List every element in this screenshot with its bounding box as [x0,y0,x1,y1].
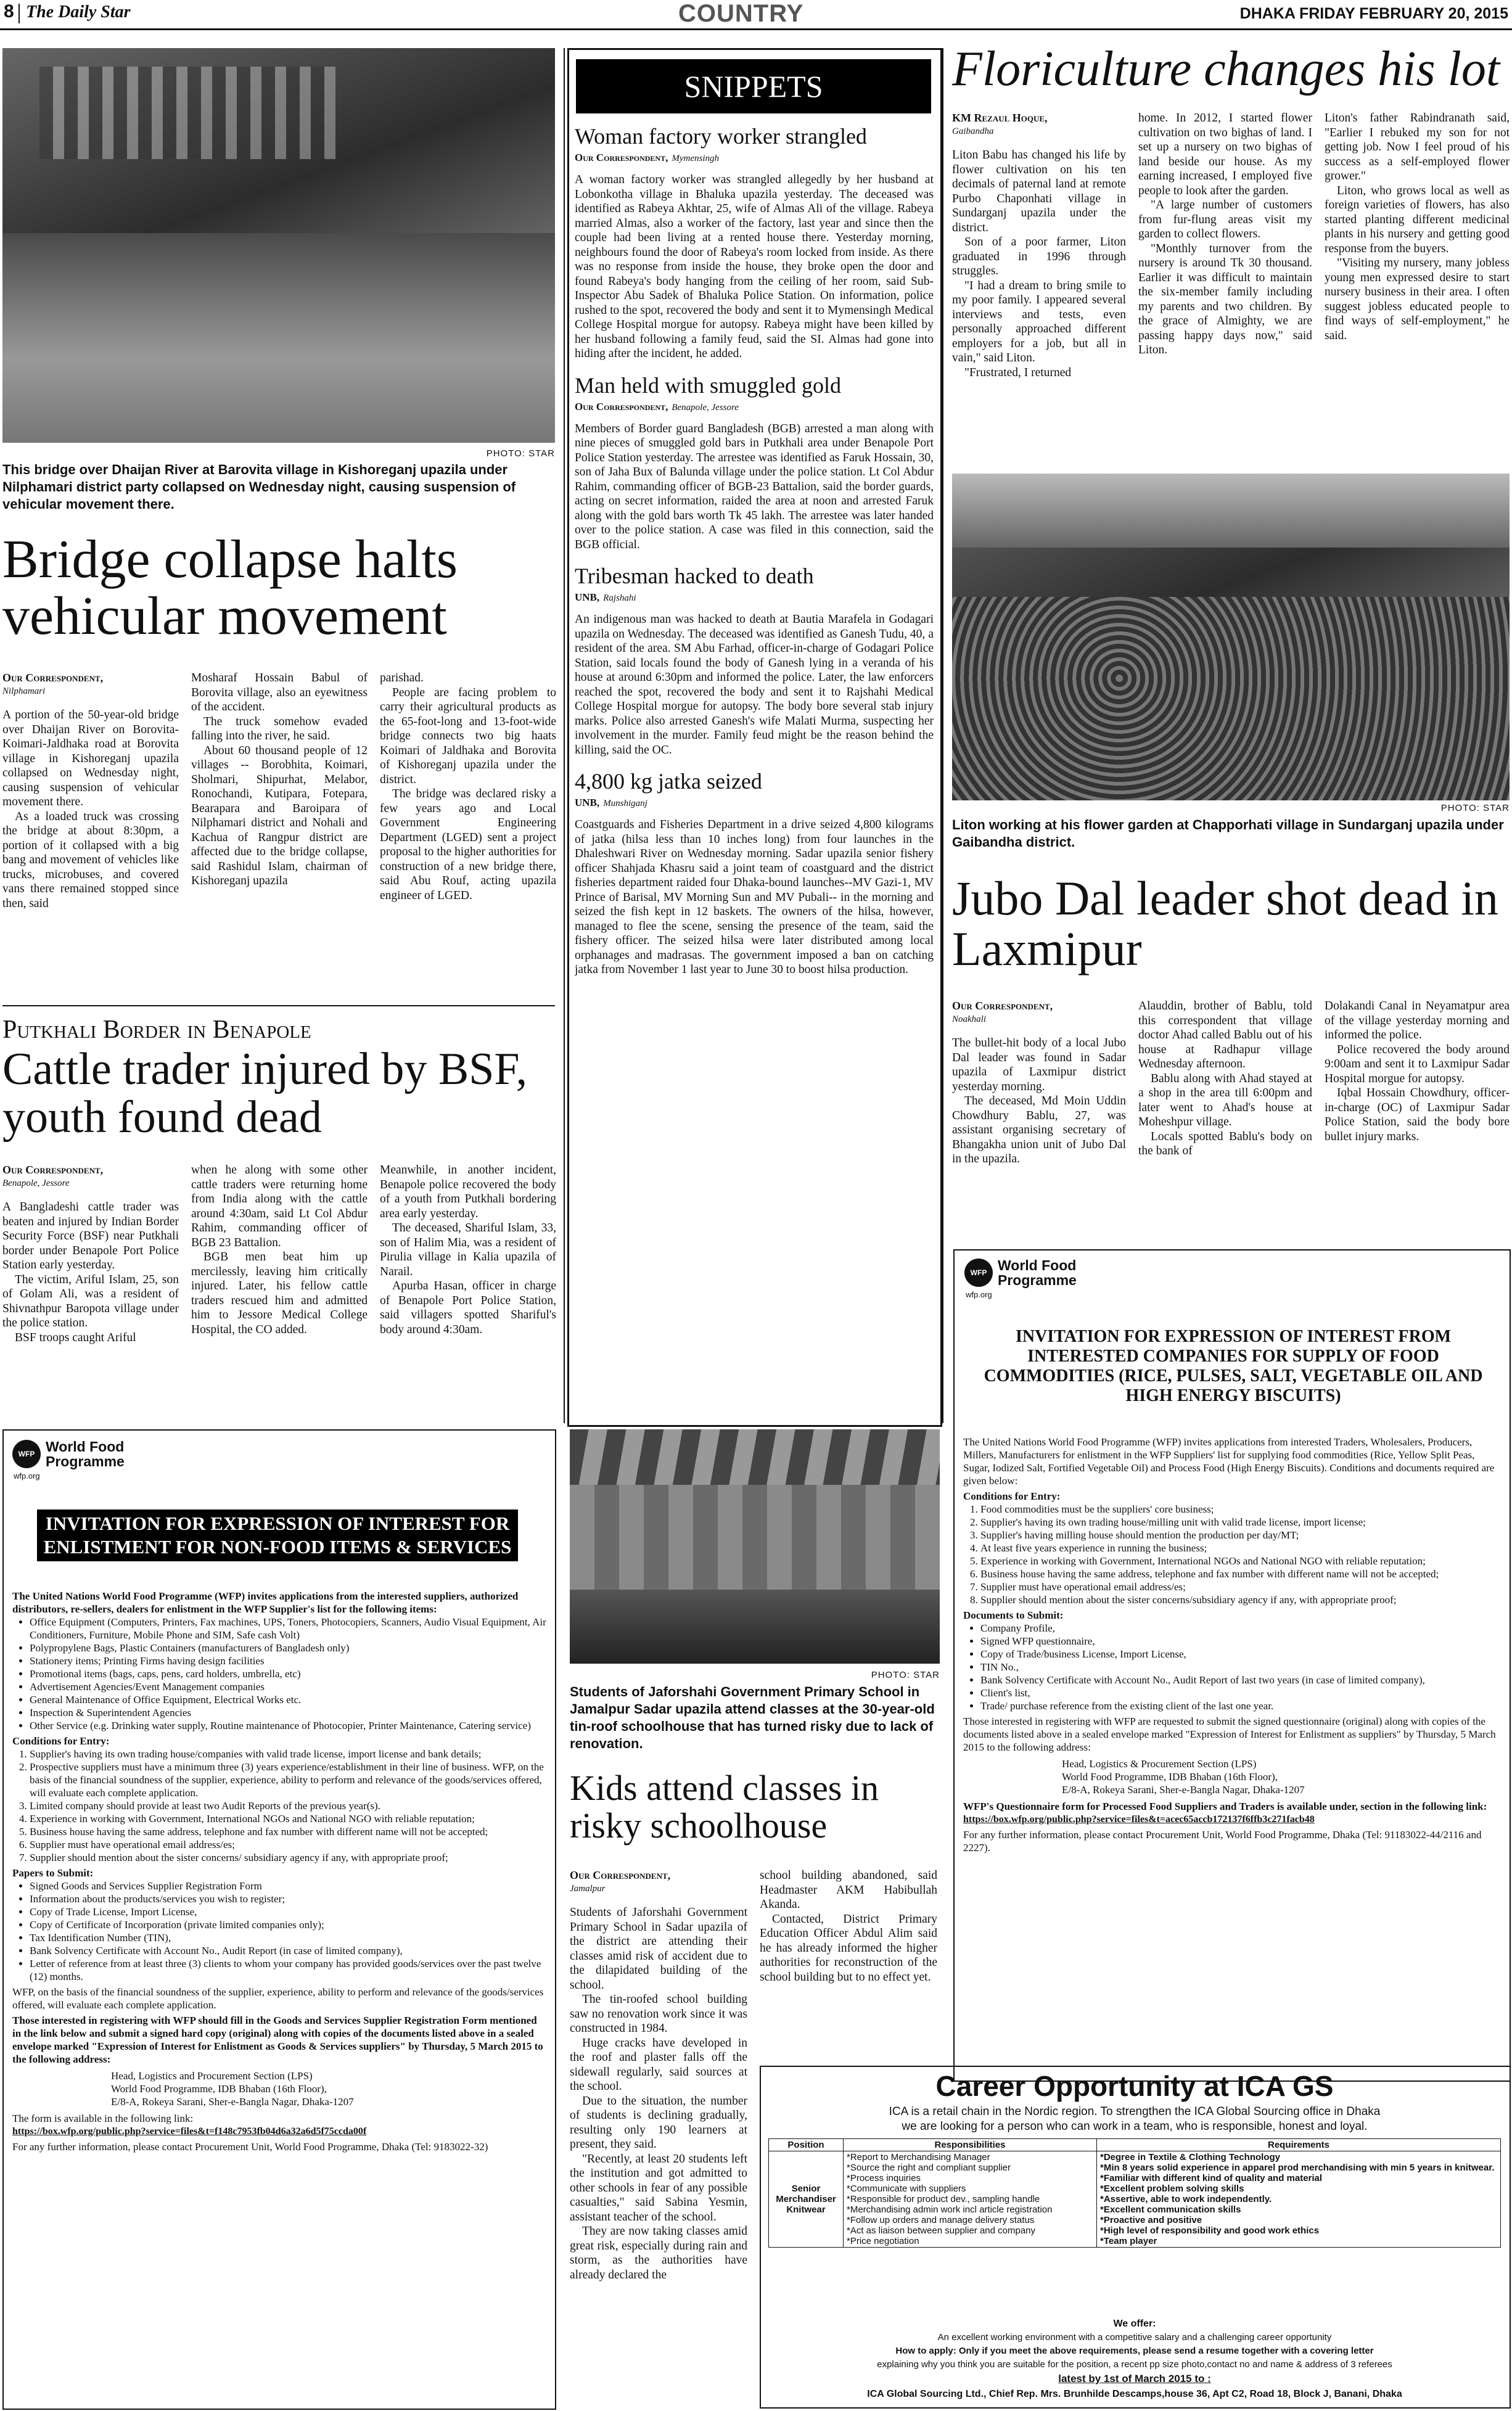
snippet-byline: UNB, Munshiganj [575,797,647,808]
school-col-2: school building abandoned, said Headmaster AKM Habibullah Akanda. Contacted, District Primary Education Officer Abdul Alim said he has already informed the higher authorities for reconstruction of the school building but to no effect yet. [760,1869,937,1984]
snippet-body: Members of Border guard Bangladesh (BGB) arrested a man along with nine pieces of smuggled gold bars in Putkhali area under Benapole Port Police Station yesterday. The arrestee was identified as Faruk Hossain, 30, son of Jaha Bux of Balunda village under the police station. Lt Col Abdur Rahim, commanding officer of BGB-23 Battalion, said the border guards, acting on secret information, raided the area at noon and arrested Faruk along with the gold bars worth Tk 45 lakh. The arrestee was later handed over to the police station. A case was filed in this connection, said the BGB official. [575,422,934,551]
jubo-byline: Our Correspondent, Noakhali [952,1000,1053,1024]
ica-responsibility: *Communicate with suppliers [847,2183,966,2194]
wfp-left-address-line: World Food Programme, IDB Bhaban (16th Floor), [111,2083,327,2095]
wfp-right-address-line: World Food Programme, IDB Bhaban (16th Floor), [1062,1771,1278,1783]
wfp-left-condition: 4. Experience in working with Government, International NGOs and National NGO with reliable reputation; [30,1812,546,1825]
wfp-right-condition: 5. Experience in working with Government, International NGOs and National NGO with reliable reputation; [980,1555,1501,1567]
ica-header-responsibilities: Responsibilities [844,2139,1097,2151]
ica-responsibilities [844,2151,1097,2248]
bridge-photo [2,48,555,443]
wfp-right-doc: • Company Profile, [980,1622,1501,1635]
cattle-col-2: when he along with some other cattle traders were returning home from India along with the cattle around 4:30am, said Lt Col Abdur Rahim, commanding officer of BGB 23 Battalion. BGB men beat him up mercilessly, leaving him critically injured. Later, his fellow cattle traders rescued him and admitted him to Jessore Medical College Hospital, the CO added. [191,1164,368,1336]
wfp-left-contact: For any further information, please contact Procurement Unit, World Food Programme, Dhaka (Tel: 9183022-32) [12,2141,488,2153]
snippet-item [575,372,934,552]
floriculture-photo [952,474,1510,800]
snippet-headline: Tribesman hacked to death [575,564,814,588]
ica-address: ICA Global Sourcing Ltd., Chief Rep. Mrs. Brunhilde Descamps,house 36, Apt C2, Road 18, Block J, Banani, Dhaka [867,2389,1402,2399]
wfp-right-body [963,1436,1501,2074]
wfp-right-url: wfp.org [966,1290,992,1299]
jubo-headline: Jubo Dal leader shot dead in Laxmipur [952,871,1498,975]
ica-requirement: *Min 8 years solid experience in apparel prod merchandising with min 5 years in knitwear. [1100,2163,1495,2173]
ica-intro-2: we are looking for a person who can work in a team, who is responsible, honest and loyal. [902,2120,1368,2133]
ica-offer-text: An excellent working environment with a competitive salary and a challenging career opportunity [937,2332,1332,2343]
ica-responsibility: *Act as liaison between supplier and company [847,2225,1036,2236]
ica-responsibility: *Responsible for product dev., sampling handle [847,2194,1040,2204]
wfp-right-instructions: Those interested in registering with WFP are requested to submit the signed questionnaire (original) along with copies of the documents listed above in a sealed envelope marked "Expression of Interest for Enlistment as suppliers" by Thursday, 5 March 2015 to the following address: [963,1715,1496,1753]
wfp-right-doc: • Bank Solvency Certificate with Account No., Audit Report of last two years (in case of limited company), [980,1674,1501,1686]
wfp-left-logo-icon: WFP [12,1440,41,1468]
wfp-right-link-label: WFP's Questionnaire form for Processed Food Suppliers and Traders is available under, section in the following link: [963,1801,1487,1812]
ica-table-wrap [768,2138,1501,2248]
ica-requirement: *Familiar with different kind of quality and material [1100,2173,1323,2183]
bridge-headline: Bridge collapse halts vehicular movement [2,530,458,647]
ica-header-position: Position [769,2139,844,2151]
ica-responsibility: *Merchandising admin work incl article registration [847,2204,1053,2215]
floriculture-caption: Liton working at his flower garden at Chapporhati village in Sundarganj upazila under Gaibandha district. [952,817,1504,850]
wfp-right-condition: 4. At least five years experience in running the business; [980,1542,1501,1555]
wfp-right-doc: • TIN No., [980,1661,1501,1674]
cattle-col-3: Meanwhile, in another incident, Benapole police recovered the body of a youth from Putkhali bordering area early yesterday. The deceased, Shariful Islam, 33, son of Halim Mia, was a resident of Pirulia village in Kalia upazila of Narail. Apurba Hasan, officer in charge of Benapole Port Police Station, said villagers spotted Shariful's body around 4:30am. [380,1164,556,1336]
snippet-byline: Our Correspondent, Benapole, Jessore [575,400,739,413]
ica-apply-2: explaining why you think you are suitable for the position, a recent pp size photo,contact no and name & address of 3 referees [877,2359,1392,2370]
ica-deadline: latest by 1st of March 2015 to : [1058,2373,1211,2384]
wfp-left-paper: • Signed Goods and Services Supplier Registration Form [30,1879,546,1892]
cattle-kicker: Putkhali Border in Benapole [2,1016,311,1044]
ica-we-offer: We offer: [1113,2319,1156,2329]
floriculture-col-2: home. In 2012, I started flower cultivation on two bighas of land. I set up a nursery on two bighas of land beside our house. As my earning increased, I employed five people to look after the garden. "A large number of customers from fur-flung areas visit my garden to collect flowers. "Monthly turnover from the nursery is around Tk 30 thousand. Earlier it was difficult to maintain the six-member family including my parents and two children. By the grace of Almighty, we are passing happy days now," said Liton. [1138,112,1312,356]
floriculture-photo-credit: PHOTO: STAR [1440,803,1510,813]
wfp-right-condition: 6. Business house having the same address, telephone and fax number with different name will not be accepted; [980,1567,1501,1580]
floriculture-byline: KM Rezaul Hoque, Gaibandha [952,112,1048,136]
ica-responsibility: *Follow up orders and manage delivery status [847,2215,1035,2225]
ica-requirement: *High level of responsibility and good work ethics [1100,2225,1320,2236]
bridge-caption: This bridge over Dhaijan River at Barovita village in Kishoreganj upazila under Nilphamari district party collapsed on Wednesday night, causing suspension of vehicular movement there. [2,462,516,512]
wfp-left-paper: • Tax Identification Number (TIN), [30,1931,546,1944]
school-photo-credit: PHOTO: STAR [871,1670,940,1680]
ica-table [768,2138,1501,2248]
ica-responsibility: *Process inquiries [847,2173,921,2183]
ica-title: Career Opportunity at ICA GS [935,2070,1334,2102]
wfp-left-item: • General Maintenance of Office Equipment, Electrical Works etc. [30,1693,546,1706]
ica-responsibility: *Report to Merchandising Manager [847,2152,990,2163]
wfp-right-logo [964,1258,1090,1288]
dateline: DHAKA FRIDAY FEBRUARY 20, 2015 [1239,5,1508,22]
wfp-left-evaluation: WFP, on the basis of the financial soundness of the supplier, experience, ability to perform and relevance of the goods/services offered, will evaluate each complete application. [12,1986,544,2011]
wfp-right-contact: For any further information, please contact Procurement Unit, World Food Programme, Dhaka (Tel: 91183022-44/2116 and 2227). [963,1829,1482,1854]
snippet-body: A woman factory worker was strangled allegedly by her husband at Lobonkotha village in Bhaluka upazila yesterday. The deceased was identified as Rabeya Akhtar, 25, wife of Almas Ali of the village. Rabeya married Almas, also a worker of the factory, last year and since then the couple had been living at a rented house there. Yesterday morning, neighbours found the door of Rabeya's room locked from inside. As there was no response from inside the house, they broke open the door and found Rabeya's body hanging from the ceiling of her room, said Sub-Inspector Abu Sadek of Bhaluka Police Station. On information, police rushed to the spot, recovered the body and sent it to Mymensingh Medical College Hospital morgue for autopsy. Rabeya might have been killed by her husband following a family feud, said the SI. Almas had gone into hiding after the incident, he added. [575,173,934,360]
masthead-divider [18,4,20,23]
ica-apply: How to apply: Only if you meet the above requirements, please send a resume together with a covering letter [895,2346,1374,2356]
school-caption: Students of Jaforshahi Government Primary School in Jamalpur Sadar upazila attend classes at the 30-year-old tin-roof schoolhouse that has turned risky due to lack of renovation. [570,1684,935,1751]
wfp-right-link[interactable]: https://box.wfp.org/public.php?service=files&t=acec65accb172137f6ffb3c271facb48 [963,1814,1315,1825]
ica-responsibility: *Source the right and compliant supplier [847,2163,1011,2173]
wfp-right-org: World Food Programme [998,1257,1077,1288]
wfp-right-doc: • Client's list, [980,1686,1501,1699]
wfp-left-body [12,1590,546,2401]
wfp-left-intro: The United Nations World Food Programme (WFP) invites applications from the interested suppliers, authorized distributors, re-sellers, dealers for enlistment in the WFP Supplier's list for the following items: [12,1590,519,1615]
wfp-left-link-label: The form is available in the following link: [12,2113,194,2124]
snippets-banner: SNIPPETS [576,59,931,113]
snippet-headline: 4,800 kg jatka seized [575,769,762,794]
school-photo [570,1429,940,1664]
wfp-left-paper: • Information about the products/services you wish to register; [30,1892,546,1905]
jubo-col-1: The bullet-hit body of a local Jubo Dal leader was found in Sadar upazila of Laxmipur district yesterday morning. The deceased, Md Moin Uddin Chowdhury Bablu, 27, was assistant organising secretary of Bhangakha union unit of Jubo Dal in the upazila. [952,1037,1126,1165]
bridge-bottom-rule [2,1005,555,1006]
ica-responsibility: *Price negotiation [847,2236,919,2246]
wfp-left-org: World Food Programme [46,1439,125,1469]
school-byline: Our Correspondent, Jamalpur [570,1869,671,1894]
ica-intro-1: ICA is a retail chain in the Nordic region. To strengthen the ICA Global Sourcing office in Dhaka [889,2105,1381,2118]
wfp-right-conditions-title: Conditions for Entry: [963,1490,1061,1502]
cattle-byline: Our Correspondent, Benapole, Jessore [2,1164,104,1188]
wfp-right-docs-list [963,1622,1501,1712]
snippet-headline: Woman factory worker strangled [575,124,867,149]
wfp-left-condition: 5. Business house having the same address, telephone and fax number with different name will not be accepted; [30,1825,546,1838]
wfp-left-condition: 7. Supplier should mention about the sister concerns/ subsidiary agency if any, with appropriate proof; [30,1851,546,1864]
wfp-right-conditions-list [963,1503,1501,1606]
snippet-byline: UNB, Rajshahi [575,591,636,603]
wfp-left-item: • Office Equipment (Computers, Printers, Fax machines, UPS, Toners, Photocopiers, Scanners, Audio Visual Equipment, Air Conditioners, Furniture, Mobile Phone and SIM, Safe cash Volt) [30,1616,546,1641]
wfp-right-condition: 2. Supplier's having its own trading house/milling unit with valid trade license, import license; [980,1516,1501,1529]
bridge-col-2: Mosharaf Hossain Babul of Borovita village, also an eyewitness of the accident. The truck somehow evaded falling into the river, he said. About 60 thousand people of 12 villages -- Borobhita, Koimari, Sholmari, Shipurhat, Melabor, Ronochandi, Kutipara, Fotepara, Bearapara and Baroipara of Nilphamari district and Nohali and Kachua of Rangpur district are affected due to the bridge collapse, said Rashidul Islam, chairman of Kishoreganj upazila [191,672,368,887]
section-title: COUNTRY [678,0,804,27]
snippet-body: An indigenous man was hacked to death at Bautia Marafela in Godagari upazila on Wednesday. The deceased was identified as Ganesh Tudu, 40, a resident of the area. SM Abu Farhad, officer-in-charge of Godagari Police Station, said locals found the body of Ganesh lying in a veranda of his house at around 6:30pm and informed the police. Later, the law enforcers reached the spot, recovered the body and sent it to Rajshahi Medical College Hospital morgue for autopsy. The body bore several stab injury marks. Police also arrested Ganesh's wife Malati Murma, suspecting her involvement in the murder. Family feud might be the reason behind the killing, said the OC. [575,613,934,757]
ica-requirements [1097,2151,1501,2248]
snippet-headline: Man held with smuggled gold [575,372,841,398]
center-left-rule [564,48,565,1423]
wfp-right-docs-title: Documents to Submit: [963,1609,1064,1621]
ica-requirement: *Degree in Textile & Clothing Technology [1100,2152,1280,2163]
wfp-right-intro: The United Nations World Food Programme (WFP) invites applications from interested Traders, Wholesalers, Producers, Millers, Manufacturers for enlistment in the WFP Suppliers' list for supplying food commodities (Rice, Yellow Split Peas, Sugar, Iodized Salt, Fortified Vegetable Oil) and Process Food (High Energy Biscuits). Conditions and documents required are given below: [963,1436,1495,1487]
wfp-right-title: INVITATION FOR EXPRESSION OF INTEREST FROM INTERESTED COMPANIES FOR SUPPLY OF FOOD COMMODITIES (RICE, PULSES, SALT, VEGETABLE OIL AND HIGH ENERGY BISCUITS) [984,1327,1483,1405]
wfp-left-item: • Stationery items; Printing Firms having design facilities [30,1654,546,1667]
page-number: 8 [4,1,14,22]
wfp-left-papers-title: Papers to Submit: [12,1867,94,1879]
wfp-right-condition: 7. Supplier must have operational email address/es; [980,1580,1501,1593]
wfp-right-logo-icon: WFP [964,1259,993,1287]
snippet-item [575,123,934,361]
ica-position: Senior Merchandiser Knitwear [769,2151,844,2248]
ica-requirement: *Proactive and positive [1100,2215,1202,2225]
floriculture-headline: Floriculture changes his lot [952,42,1500,96]
jubo-col-3: Dolakandi Canal in Neyamatpur area of the village yesterday morning and informed the police. Police recovered the body around 9:00am and sent it to Laxmipur Sadar Hospital morgue for autopsy. Iqbal Hossain Chowdhury, officer-in-charge (OC) of Laxmipur Sadar Police Station, said the body bore bullet injury marks. [1325,1000,1510,1143]
snippets-list [575,123,934,1418]
cattle-headline: Cattle trader injured by BSF, youth found dead [2,1044,528,1143]
ica-requirement: *Assertive, able to work independently. [1100,2194,1272,2204]
snippet-body: Coastguards and Fisheries Department in a drive seized 4,800 kilograms of jatka (hilsa less than 10 inches long) from four launches in the Dhaleshwari River on Wednesday morning. Sadar upazila senior fishery officer Shahjada Khasru said a joint team of coastguard and the district fisheries department raided four Dhaka-bound launches--MV Gazi-1, MV Prince of Barisal, MV Morning Sun and MV Pubali-- in the morning and seized the fish kept in 12 baskets. The owners of the hilsa, however, managed to flee the scene, sensing the presence of the team, said the fishery officer. The seized hilsa were later distributed among local orphanages and madrasas. The government imposed a ban on catching jatka from November 1 last year to June 30 to boost hilsa production. [575,818,934,976]
wfp-left-address [111,2069,546,2108]
masthead-rule [0,28,1512,30]
wfp-right-doc: • Copy of Trade/business License, Import License, [980,1648,1501,1661]
center-right-rule [942,48,943,1423]
wfp-right-condition: 8. Supplier should mention about the sister concerns/subsidiary agency if any, with appropriate proof; [980,1593,1501,1606]
wfp-left-condition: 6. Supplier must have operational email address/es; [30,1838,546,1851]
bridge-col-1: A portion of the 50-year-old bridge over Dhaijan River on Borovita-Koimari-Jaldhaka road at Borovita village in Kishoreganj upazila collapsed on Wednesday night, causing suspension of vehicular movement there. As a loaded truck was crossing the bridge at about 8:30pm, a portion of it collapsed with a big bang and movement of vehicles like trucks, microbuses, and covered vans there remained stopped since then, said [2,709,179,910]
wfp-left-paper: • Bank Solvency Certificate with Account No., Audit Report (in case of limited company), [30,1944,546,1957]
wfp-left-instructions: Those interested in registering with WFP should fill in the Goods and Services Supplier Registration Form mentioned in the link below and submit a signed hard copy (original) along with copies of the documents listed above in a sealed envelope marked "Expression of Interest for Enlistment as Goods & Services suppliers" by Thursday, 5 March 2015 to the following address: [12,2015,543,2065]
wfp-right-condition: 3. Supplier's having milling house should mention the production per day/MT; [980,1529,1501,1542]
wfp-left-logo [12,1439,132,1469]
bridge-byline: Our Correspondent, Nilphamari [2,672,104,696]
snippet-byline: Our Correspondent, Mymensingh [575,152,720,163]
wfp-left-item: • Polypropylene Bags, Plastic Containers (manufacturers of Bangladesh only) [30,1641,546,1654]
ica-requirement: *Excellent problem solving skills [1100,2183,1244,2194]
wfp-left-title: INVITATION FOR EXPRESSION OF INTEREST FOR ENLISTMENT FOR NON-FOOD ITEMS & SERVICES [37,1509,518,1561]
wfp-left-paper: • Copy of Trade License, Import License, [30,1905,546,1918]
wfp-right-condition: 1. Food commodities must be the suppliers' core business; [980,1503,1501,1516]
snippet-item [575,563,934,757]
wfp-left-condition: 1. Supplier's having its own trading house/companies with valid trade license, import license and bank details; [30,1748,546,1760]
wfp-left-paper: • Letter of reference from at least three (3) clients to whom your company has provided goods/services over the past twelve (12) months. [30,1957,546,1983]
wfp-left-conditions-list [12,1748,546,1864]
school-col-1: Students of Jaforshahi Government Primary School in Sadar upazila of the district are attending their classes amid risk of accident due to the dilapidated building of the school. The tin-roofed school building saw no renovation work since it was constructed in 1984. Huge cracks have developed in the roof and plaster falls off the sidewall regularly, said sources at the school. Due to the situation, the number of students is declining gradually, resulting only 190 learners at present, they said. "Recently, at least 20 students left the institution and got admitted to other schools in fear of any possible casualties," said Sabina Yesmin, assistant teacher of the school. They are now taking classes amid great risk, especially during rain and storm, as the authorities have already declared the [570,1906,747,2282]
paper-name: The Daily Star [26,2,131,22]
floriculture-col-1: Liton Babu has changed his life by flower cultivation on his ten decimals of paternal land at remote Purbo Chaponhati village in Sundarganj upazila under the district. Son of a poor farmer, Liton graduated in 1996 through struggles. "I had a dream to bring smile to my poor family. I appeared several interviews and tests, even personally approached different employers for a job, but all in vain," said Liton. "Frustrated, I returned [952,149,1126,379]
cattle-col-1: A Bangladeshi cattle trader was beaten and injured by Indian Border Security Force (BSF) near Putkhali border under Benapole Port Police Station early yesterday. The victim, Ariful Islam, 25, son of Golam Ali, was a resident of Shivnathpur Baropota village under the police station. BSF troops caught Ariful [2,1201,179,1344]
wfp-left-papers-list [12,1879,546,1983]
wfp-left-condition: 2. Prospective suppliers must have a minimum three (3) years experience/establishment in their line of business. WFP, on the basis of the financial soundness of the supplier, experience, ability to perform and relevance of the goods/services offered, will evaluate each complete application. [30,1760,546,1799]
wfp-left-conditions-title: Conditions for Entry: [12,1735,110,1747]
wfp-right-address-line: Head, Logistics & Procurement Section (LPS) [1062,1758,1257,1770]
wfp-left-item: • Inspection & Superintendent Agencies [30,1706,546,1719]
jubo-col-2: Alauddin, brother of Bablu, told this correspondent that village doctor Ahad called Bablu out of his house at Radhapur village Wednesday afternoon. Bablu along with Ahad stayed at a shop in the area till 6:00pm and later went to Ahad's house at Moheshpur village. Locals spotted Bablu's body on the bank of [1138,1000,1312,1157]
bridge-photo-credit: PHOTO: STAR [486,448,555,459]
wfp-right-address [1062,1757,1501,1796]
wfp-left-condition: 3. Limited company should provide at least two Audit Reports of the previous year(s). [30,1799,546,1812]
bridge-col-3: parishad. People are facing problem to carry their agricultural products as the 65-foot-long and 13-foot-wide bridge connects two big haats Koimari of Jaldhaka and Borovita of Kishoreganj upazila under the district. The bridge was declared risky a few years ago and Local Government Engineering Department (LGED) sent a project proposal to the higher authorities for construction of a new bridge there, said Abu Rouf, acting upazila engineer of LGED. [380,672,556,902]
wfp-left-item: • Other Service (e.g. Drinking water supply, Routine maintenance of Photocopier, Printer Maintenance, Catering service) [30,1719,546,1732]
ica-requirement: *Team player [1100,2236,1157,2246]
school-headline: Kids attend classes in risky schoolhouse [570,1768,879,1846]
wfp-left-address-line: E/8-A, Rokeya Sarani, Sher-e-Bangla Nagar, Dhaka-1207 [111,2096,354,2108]
wfp-right-doc: • Signed WFP questionnaire, [980,1635,1501,1648]
wfp-left-address-line: Head, Logistics and Procurement Section (LPS) [111,2070,313,2082]
wfp-left-item: • Promotional items (bags, caps, pens, card holders, umbrella, etc) [30,1667,546,1680]
wfp-right-doc: • Trade/ purchase reference from the existing client of the last one year. [980,1699,1501,1712]
snippet-item [575,768,934,977]
wfp-right-address-line: E/8-A, Rokeya Sarani, Sher-e-Bangla Nagar, Dhaka-1207 [1062,1784,1305,1796]
wfp-left-paper: • Copy of Certificate of Incorporation (private limited companies only); [30,1918,546,1931]
wfp-left-item: • Advertisement Agencies/Event Management companies [30,1680,546,1693]
ica-header-requirements: Requirements [1097,2139,1501,2151]
ica-requirement: *Excellent communication skills [1100,2204,1241,2215]
wfp-left-items-list [12,1616,546,1732]
wfp-left-link[interactable]: https://box.wfp.org/public.php?service=files&t=f148c7953fb04d6a32a6d5f75ccda00f [12,2126,367,2137]
wfp-left-url: wfp.org [14,1471,40,1481]
floriculture-col-3: Liton's father Rabindranath said, "Earlier I rebuked my son for not getting job. Now I feel proud of his success as a self-employed flower grower." Liton, who grows local as well as foreign varieties of flowers, has also started planting different medicinal plants in his nursery and getting good response from the buyers. "Visiting my nursery, many jobless young men expressed desire to start nursery business in their area. I often suggest jobless educated people to find ways of self-employment," he said. [1325,112,1510,342]
